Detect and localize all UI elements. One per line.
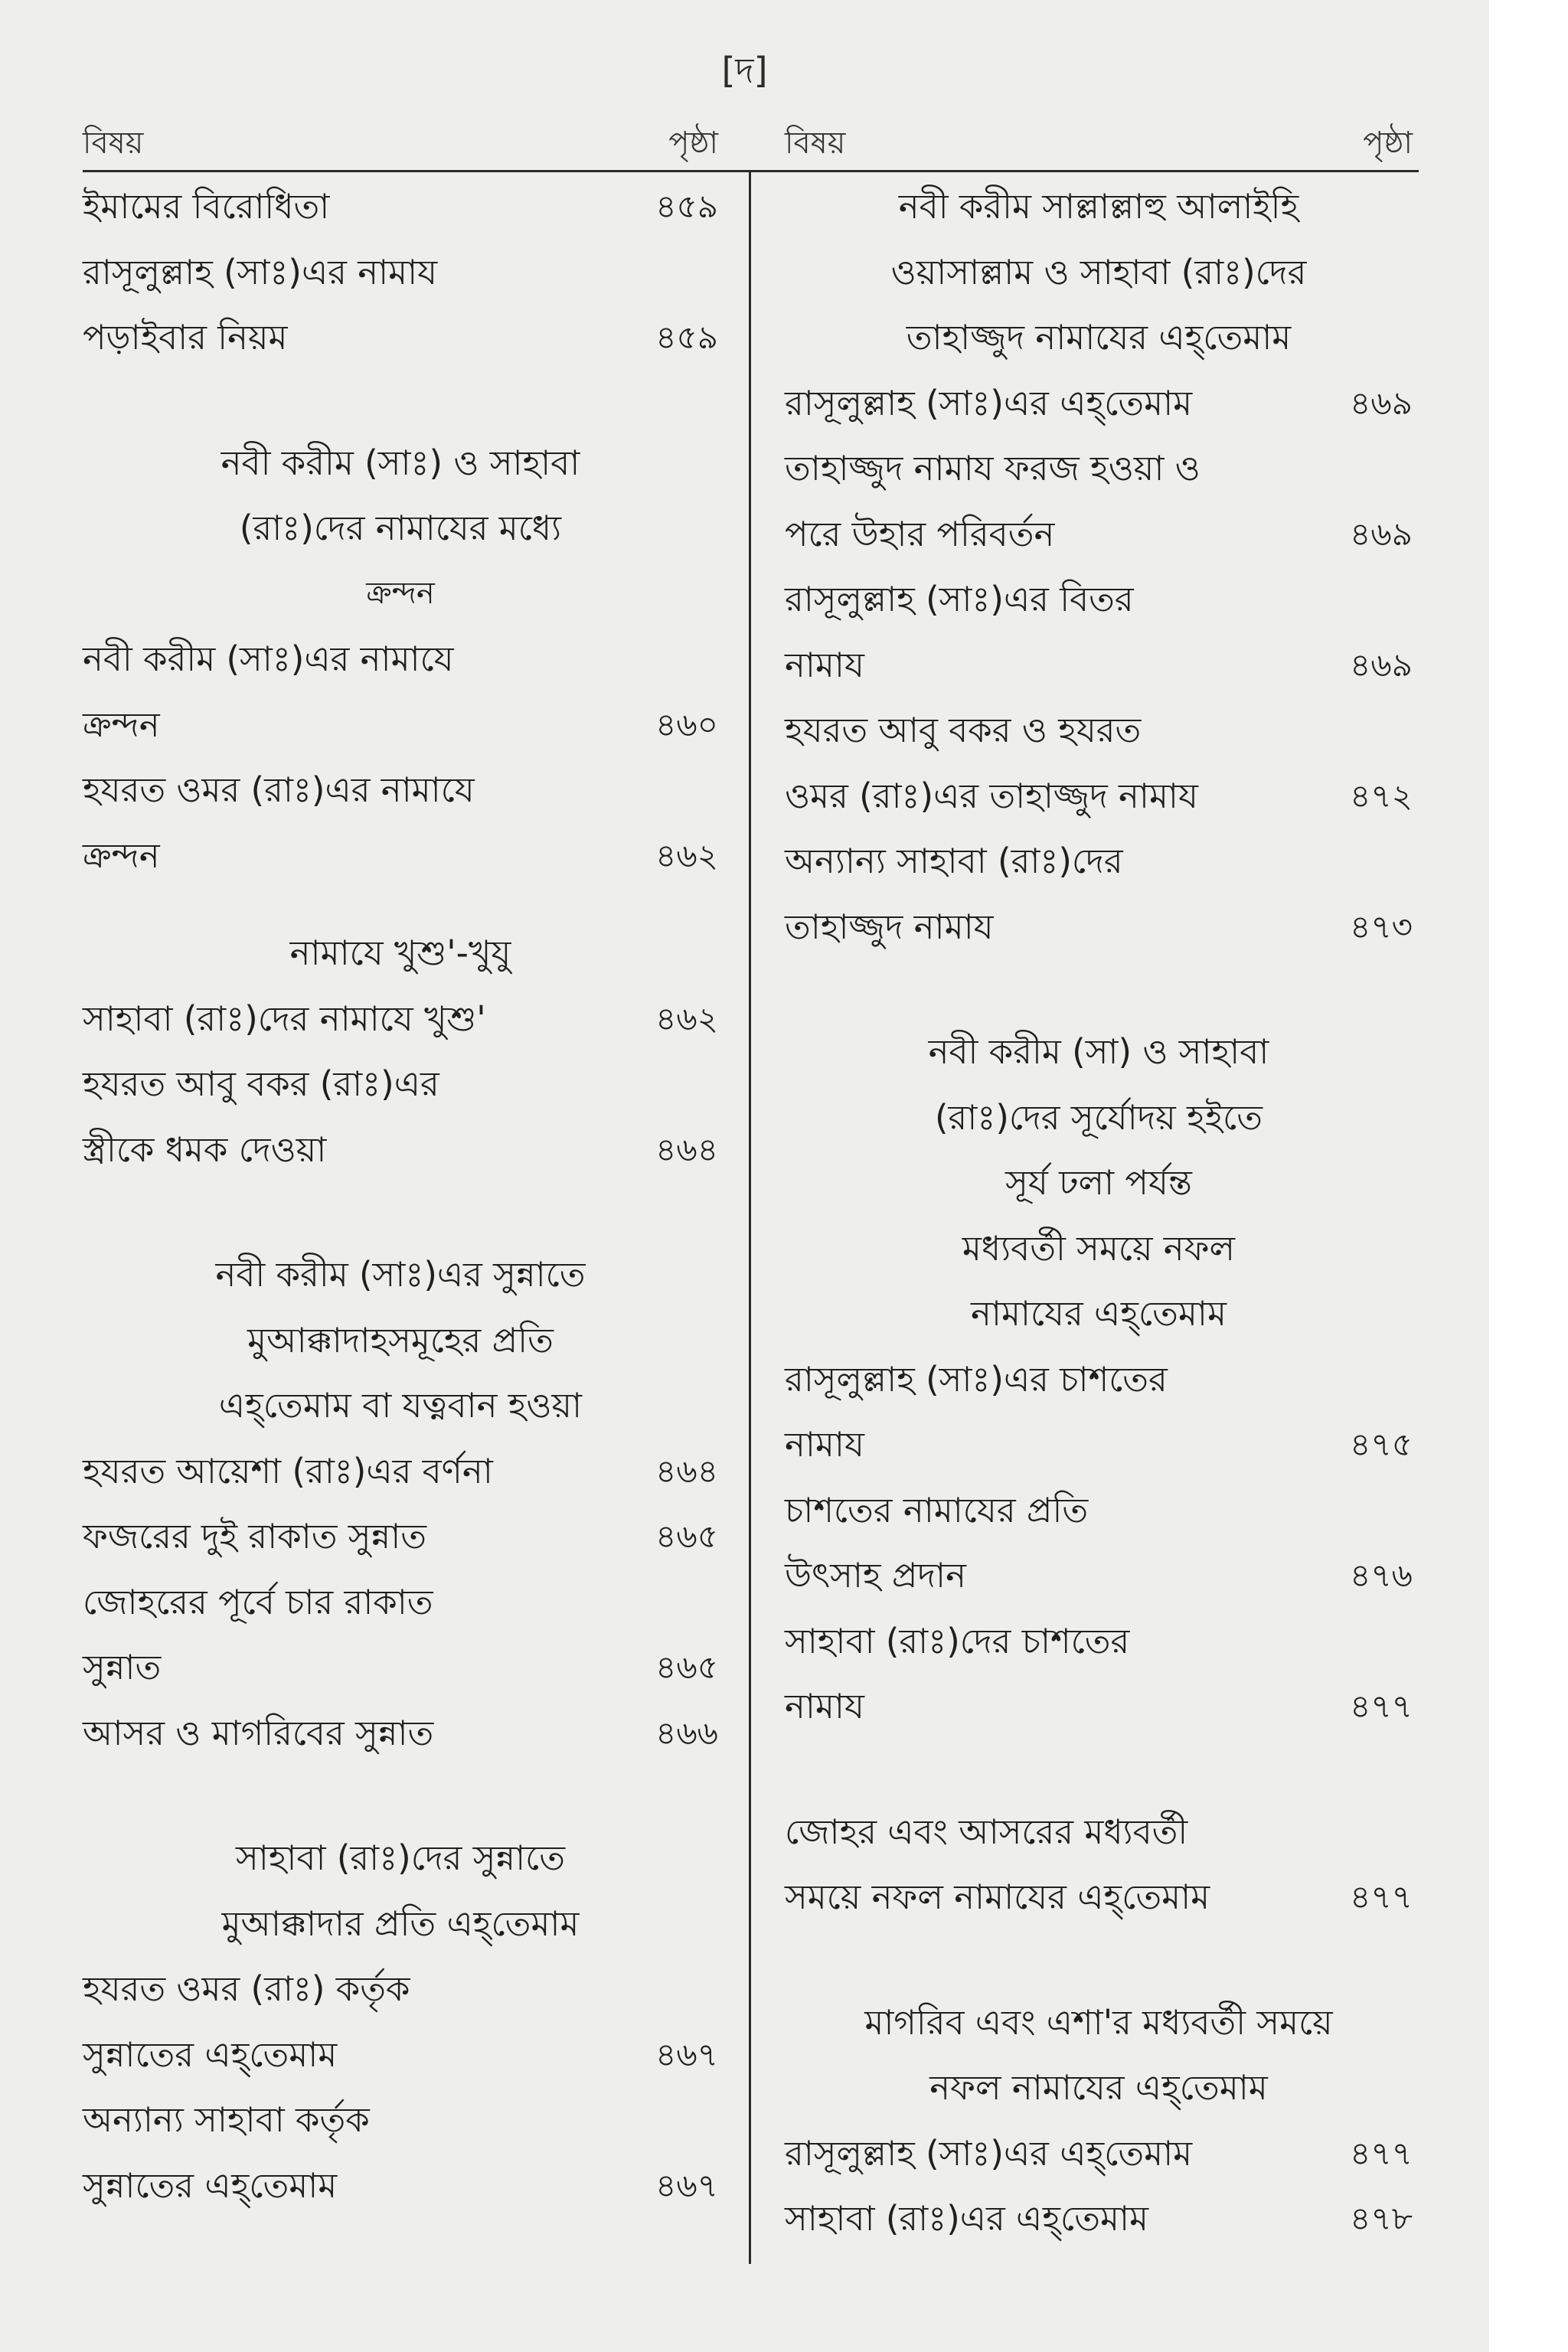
section-heading: এহ্‌তেমাম বা যত্নবান হওয়া <box>218 1385 583 1426</box>
toc-entry: স্ত্রীকে ধমক দেওয়া ৪৬৪ <box>83 1117 718 1183</box>
toc-entry: চাশতের নামাযের প্রতি <box>785 1489 1089 1530</box>
toc-entry: আসর ও মাগরিবের সুন্নাত ৪৬৬ <box>83 1700 718 1766</box>
page-number: ৪৭৫ <box>1350 1426 1413 1463</box>
page-header: পৃষ্ঠা <box>668 126 718 161</box>
section-heading: নামাযের এহ্‌তেমাম <box>971 1293 1227 1334</box>
page-number: ৪৬৫ <box>655 1517 718 1555</box>
page-number: ৪৬৫ <box>655 1648 718 1686</box>
toc-entry: রাসূলুল্লাহ (সাঃ)এর নামায <box>83 251 438 292</box>
toc-entry: ক্রন্দন ৪৬০ <box>83 692 718 758</box>
toc-entry: সুন্নাতের এহ্‌তেমাম ৪৬৭ <box>83 2022 718 2088</box>
toc-entry: সুন্নাতের এহ্‌তেমাম ৪৬৭ <box>83 2153 718 2219</box>
toc-entry: নামায ৪৭৫ <box>785 1412 1413 1478</box>
section-heading: মুআক্কাদাহসমূহের প্রতি <box>247 1319 554 1361</box>
toc-entry: নামায ৪৬৯ <box>785 632 1413 698</box>
page-number: ৪৬২ <box>655 836 718 874</box>
page-number: ৪৭৩ <box>1350 907 1413 946</box>
section-heading: (রাঃ)দের নামাযের মধ্যে <box>239 508 562 548</box>
page-number: ৪৬২ <box>655 999 718 1037</box>
page-number: ৪৭৭ <box>1350 1687 1413 1725</box>
page-number: ৪৬৯ <box>1350 384 1413 422</box>
subject-header: বিষয় <box>83 126 144 161</box>
toc-list-right <box>785 174 1413 2252</box>
toc-entry: ইমামের বিরোধিতা ৪৫৯ <box>83 174 718 240</box>
toc-entry: সময়ে নফল নামাযের এহ্‌তেমাম ৪৭৭ <box>785 1864 1413 1930</box>
toc-entry: ওমর (রাঃ)এর তাহাজ্জুদ নামায ৪৭২ <box>785 763 1413 829</box>
section-heading: মধ্যবর্তী সময়ে নফল <box>962 1227 1236 1269</box>
left-column <box>83 111 718 2218</box>
toc-entry: হযরত আবু বকর ও হযরত <box>785 710 1142 750</box>
toc-entry: জোহরের পূর্বে চার রাকাত <box>83 1581 433 1622</box>
toc-entry: নবী করীম (সাঃ)এর নামাযে <box>83 639 454 679</box>
subject-header: বিষয় <box>785 126 846 161</box>
toc-entry: উৎসাহ প্রদান ৪৭৬ <box>785 1543 1413 1609</box>
page-number: ৪৬৪ <box>655 1452 718 1490</box>
left-column-header <box>83 111 718 165</box>
section-heading: ক্রন্দন <box>366 575 435 611</box>
section-heading: (রাঃ)দের সূর্যোদয় হইতে <box>935 1096 1263 1138</box>
section-heading: মুআক্কাদার প্রতি এহ্‌তেমাম <box>221 1903 580 1944</box>
toc-entry: রাসূলুল্লাহ (সাঃ)এর এহ্‌তেমাম ৪৭৭ <box>785 2121 1413 2187</box>
page-number: ৪৬০ <box>655 705 718 743</box>
toc-entry: রাসূলুল্লাহ (সাঃ)এর চাশতের <box>785 1358 1168 1400</box>
column-divider <box>749 170 751 2264</box>
section-heading: ওয়াসাল্লাম ও সাহাবা (রাঃ)দের <box>890 251 1307 292</box>
page-number: ৪৬৪ <box>655 1130 718 1168</box>
page-number: ৪৫৯ <box>655 318 718 356</box>
toc-list-left <box>83 174 718 2218</box>
toc-entry: নামায ৪৭৭ <box>785 1674 1413 1740</box>
toc-entry: সুন্নাত ৪৬৫ <box>83 1635 718 1700</box>
section-heading: নবী করীম (সাঃ)এর সুন্নাতে <box>215 1254 586 1295</box>
page-number: ৪৭৭ <box>1350 2134 1413 2172</box>
toc-entry: অন্যান্য সাহাবা (রাঃ)দের <box>785 841 1123 881</box>
page-label: [দ] <box>721 50 768 91</box>
toc-entry: রাসূলুল্লাহ (সাঃ)এর বিতর <box>785 579 1134 619</box>
page-number: ৪৬৬ <box>655 1713 718 1752</box>
section-heading: মাগরিব এবং এশা'র মধ্যবর্তী সময়ে <box>864 2001 1333 2043</box>
right-column-header <box>785 111 1413 165</box>
toc-entry: ফজরের দুই রাকাত সুন্নাত ৪৬৫ <box>83 1504 718 1570</box>
section-heading: নফল নামাযের এহ্‌তেমাম <box>929 2067 1268 2108</box>
page-number: ৪৭৬ <box>1350 1557 1413 1594</box>
toc-entry: তাহাজ্জুদ নামায ফরজ হওয়া ও <box>785 448 1200 488</box>
toc-entry: ক্রন্দন ৪৬২ <box>83 823 718 889</box>
page-header: পৃষ্ঠা <box>1363 126 1413 161</box>
section-heading: সূর্য ঢলা পর্যন্ত <box>1005 1162 1192 1203</box>
toc-entry: সাহাবা (রাঃ)এর এহ্‌তেমাম ৪৭৮ <box>785 2186 1413 2252</box>
page-number: ৪৫৯ <box>655 188 718 225</box>
right-column <box>785 111 1413 2252</box>
toc-entry: হযরত ওমর (রাঃ) কর্তৃক <box>83 1968 410 2009</box>
section-heading: সাহাবা (রাঃ)দের সুন্নাতে <box>235 1838 566 1878</box>
toc-entry: হযরত আয়েশা (রাঃ)এর বর্ণনা ৪৬৪ <box>83 1439 718 1504</box>
section-heading: নবী করীম (সাঃ) ও সাহাবা <box>220 442 580 483</box>
page-number: ৪৬৯ <box>1350 514 1413 553</box>
toc-entry: সাহাবা (রাঃ)দের নামাযে খুশু' ৪৬২ <box>83 986 718 1052</box>
toc-entry: পরে উহার পরিবর্তন ৪৬৯ <box>785 501 1413 567</box>
toc-entry: পড়াইবার নিয়ম ৪৫৯ <box>83 305 718 371</box>
section-heading: নবী করীম (সা) ও সাহাবা <box>928 1031 1269 1072</box>
toc-entry: সাহাবা (রাঃ)দের চাশতের <box>785 1620 1130 1661</box>
page-number: ৪৭৮ <box>1350 2200 1413 2237</box>
toc-entry: হযরত ওমর (রাঃ)এর নামাযে <box>83 769 475 810</box>
page-number: ৪৭৭ <box>1350 1878 1413 1916</box>
toc-entry: তাহাজ্জুদ নামায ৪৭৩ <box>785 894 1413 960</box>
section-heading: তাহাজ্জুদ নামাযের এহ্‌তেমাম <box>906 317 1292 358</box>
page-number: ৪৭২ <box>1350 776 1413 815</box>
toc-entry: জোহর এবং আসরের মধ্যবর্তী <box>785 1811 1188 1852</box>
page-number: ৪৬৯ <box>1350 645 1413 684</box>
toc-entry: অন্যান্য সাহাবা কর্তৃক <box>83 2099 370 2140</box>
page-number: ৪৬৭ <box>655 2166 718 2204</box>
toc-entry: হযরত আবু বকর (রাঃ)এর <box>83 1063 439 1104</box>
toc-entry: রাসূলুল্লাহ (সাঃ)এর এহ্‌তেমাম ৪৬৯ <box>785 371 1413 436</box>
section-heading: নামাযে খুশু'-খুযু <box>289 933 511 973</box>
section-heading: নবী করীম সাল্লাল্লাহু আলাইহি <box>898 186 1299 227</box>
page-number: ৪৬৭ <box>655 2035 718 2073</box>
